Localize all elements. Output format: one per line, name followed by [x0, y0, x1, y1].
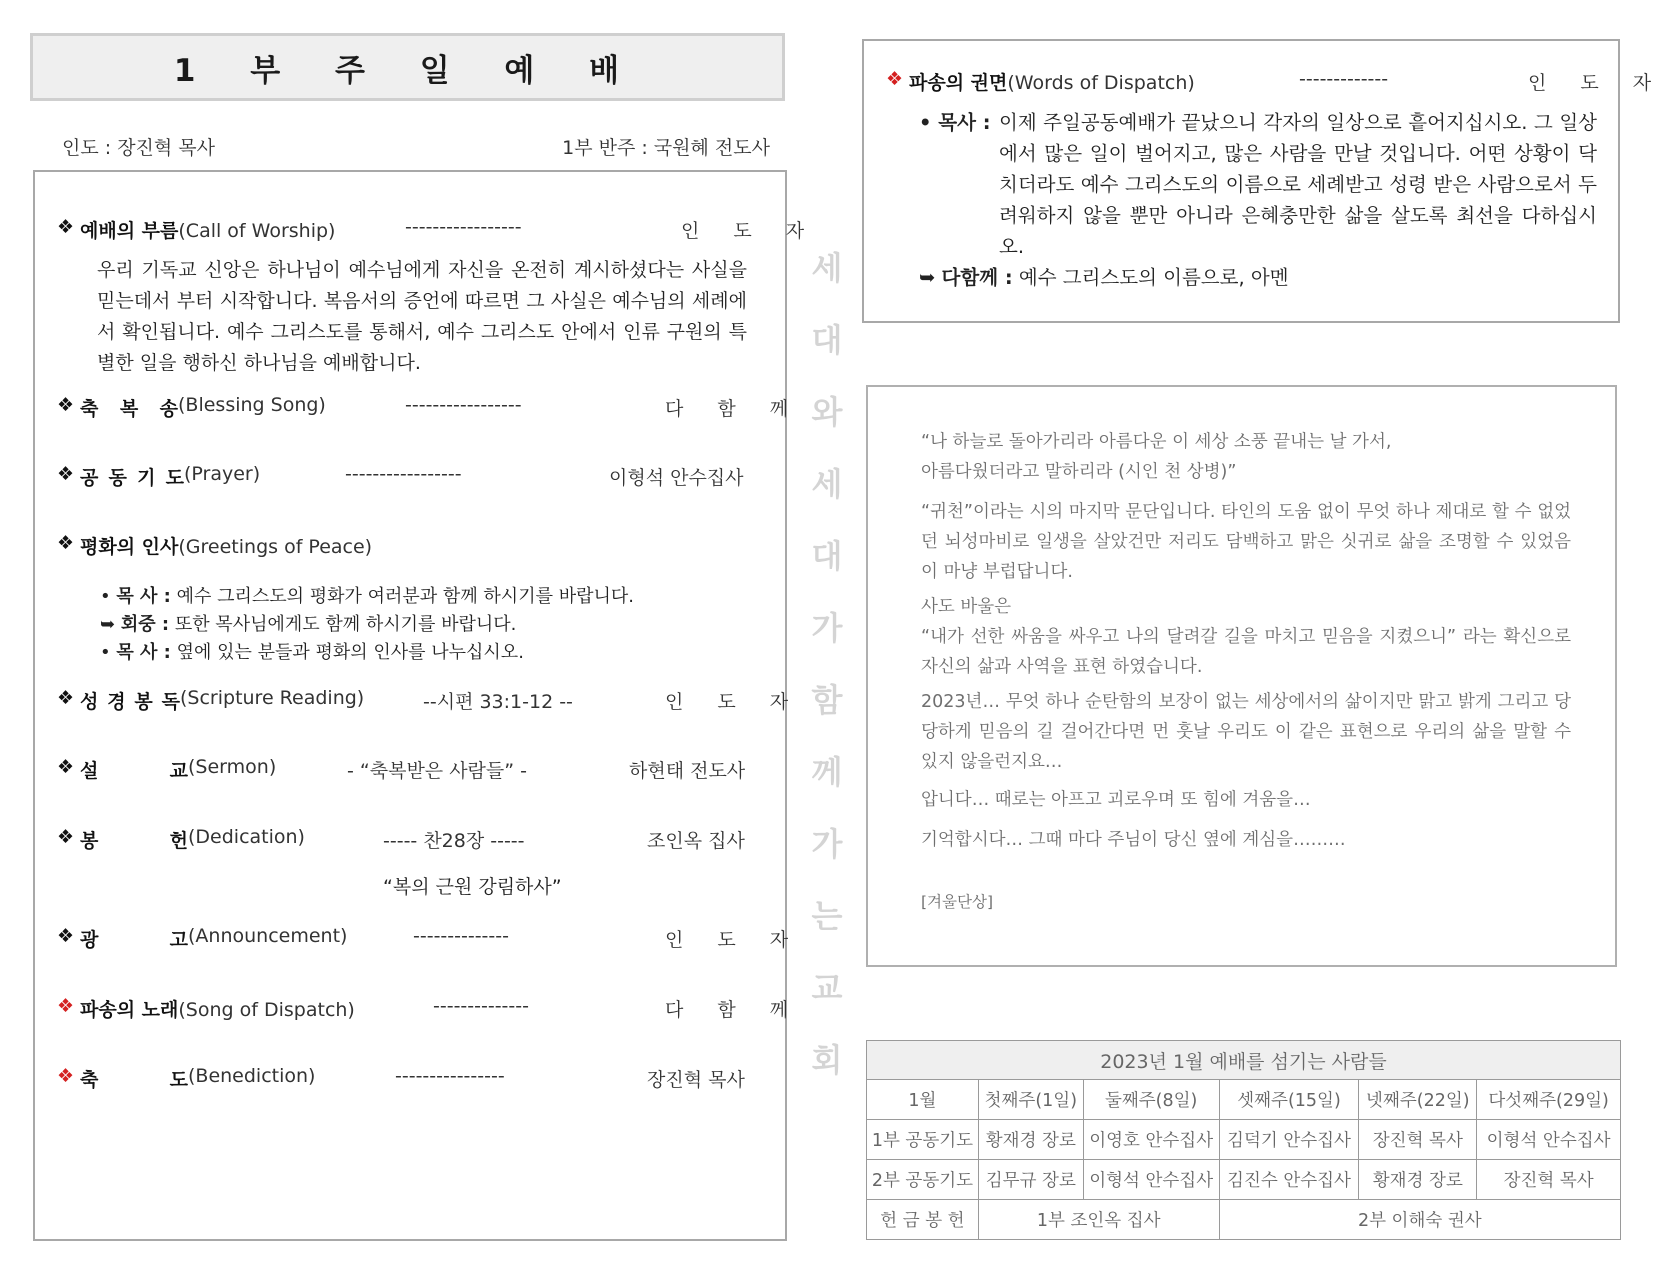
quote-line: 아름다웠더라고 말하리라 (시인 천 상병)”	[921, 462, 1237, 482]
table-cell: 장진혁 목사	[1359, 1120, 1477, 1160]
table-row	[867, 1080, 1621, 1120]
table-row	[867, 1120, 1621, 1160]
call-to-worship-name: 예배의 부름	[80, 220, 179, 242]
diamond-icon: ❖	[57, 463, 75, 485]
pastor-dispatch-text: 이제 주일공동예배가 끝났으니 각자의 일상으로 흩어지십시오. 그 일상에서 많은 일이 벌어지고, 많은 사람을 만날 것입니다. 어떤 상황이 닥치더라도 예수 그리스도의 이름으로 세례받고 성령 받은 사람으로서 두려워하지 않을 뿐만 아니라 은혜충만한 삶을 살도록 최선을 다하십시오.	[999, 111, 1597, 258]
table-row	[867, 1160, 1621, 1200]
benediction-person: 장진혁 목사	[647, 1069, 745, 1091]
reflection-box	[866, 385, 1617, 967]
motto-char: 세	[811, 465, 843, 503]
dedication-hymn-number: ----- 찬28장 -----	[383, 830, 525, 852]
reflection-paragraph: “귀천”이라는 시의 마지막 문단입니다. 타인의 도움 없이 무엇 하나 제대로 할 수 없었던 뇌성마비로 일생을 살았건만 저리도 담백하고 맑은 싯귀로 삶을 조명할 수 있었음이 마냥 부럽답니다.	[921, 502, 1571, 582]
announcement-en: (Announcement)	[188, 925, 348, 947]
diamond-icon: ❖	[57, 925, 75, 947]
scripture-reading-passage: --시편 33:1-12 --	[423, 691, 573, 713]
call-to-worship-person: 인 도 자	[681, 220, 819, 242]
song-of-dispatch-person: 다 함 께	[665, 999, 803, 1021]
announcement: ❖ 광 고 (Announcement) -------------- 인 도 자	[57, 925, 803, 951]
table-cell: 2부 이해숙 권사	[1219, 1200, 1620, 1240]
bullet-icon: •	[100, 642, 111, 663]
quote-line: “나 하늘로 돌아가리라 아름다운 이 세상 소풍 끝내는 날 가서,	[921, 432, 1392, 452]
scripture-reading: ❖ 성 경 봉 독 (Scripture Reading) --시편 33:1-12 -- 인 도 자	[57, 687, 803, 713]
bulletin-title: 1 부 주 일 예 배	[173, 52, 642, 89]
table-cell: 황재경 장로	[1359, 1160, 1477, 1200]
reflection-paragraph: “내가 선한 싸움을 싸우고 나의 달려갈 길을 마치고 믿음을 지켰으니” 라는 확신으로 자신의 삶과 사역을 표현 하였습니다.	[921, 627, 1571, 677]
reflection-paragraph: 기억합시다… 그때 마다 주님이 당신 옆에 계심을………	[921, 830, 1346, 850]
scripture-reading-en: (Scripture Reading)	[180, 687, 365, 709]
benediction-en: (Benediction)	[188, 1065, 316, 1087]
prayer-en: (Prayer)	[184, 463, 261, 485]
table-cell: 이형석 안수집사	[1083, 1160, 1219, 1200]
words-of-dispatch-en: (Words of Dispatch)	[1007, 72, 1195, 94]
song-of-dispatch	[57, 995, 803, 1023]
diamond-icon: ❖	[57, 394, 75, 416]
pianist: 1부 반주 : 국원혜 전도사	[562, 137, 770, 159]
peace-line: • 목 사 : 옆에 있는 분들과 평화의 인사를 나누십시오.	[100, 642, 524, 663]
motto-char: 와	[811, 393, 843, 431]
arrow-icon: ➥	[919, 266, 936, 289]
table-cell: 이형석 안수집사	[1477, 1120, 1621, 1160]
blessing-song-dashes: -----------------	[405, 394, 522, 416]
blessing-song-char: 송	[159, 398, 178, 420]
dedication: ❖ 봉 헌 (Dedication) ----- 찬28장 ----- 조인옥 집사	[57, 826, 745, 852]
table-cell: 황재경 장로	[978, 1120, 1083, 1160]
motto-char: 교	[811, 969, 843, 1007]
table-cell: 셋째주(15일)	[1219, 1080, 1359, 1120]
prayer: ❖ 공 동 기 도 (Prayer) ----------------- 이형석 안수집사	[57, 463, 744, 489]
table-cell: 1부 공동기도	[867, 1120, 979, 1160]
table-cell: 다섯째주(29일)	[1477, 1080, 1621, 1120]
song-of-dispatch-name: 파송의 노래	[80, 999, 179, 1021]
table-cell: 1부 조인옥 집사	[978, 1200, 1219, 1240]
words-of-dispatch-heading	[886, 68, 1665, 96]
table-cell: 헌 금 봉 헌	[867, 1200, 979, 1240]
table-cell: 김덕기 안수집사	[1219, 1120, 1359, 1160]
call-to-worship	[57, 216, 819, 244]
reflection-paragraph: 2023년… 무엇 하나 순탄함의 보장이 없는 세상에서의 삶이지만 맑고 밝게 그리고 당당하게 믿음의 길 걸어간다면 먼 훗날 우리도 이 같은 표현으로 우리의 삶을 말할 수 있지 않을런지요…	[921, 692, 1571, 772]
diamond-icon: ❖	[57, 687, 75, 709]
table-cell: 김무규 장로	[978, 1160, 1083, 1200]
words-of-dispatch-box	[862, 39, 1665, 323]
congregation-response: ➥ 다함께 : 예수 그리스도의 이름으로, 아멘	[919, 266, 1289, 289]
diamond-icon: ❖	[57, 826, 75, 848]
sermon: ❖ 설 교 (Sermon) - “축복받은 사람들” - 하현태 전도사	[57, 756, 746, 782]
words-of-dispatch-dashes: -------------	[1299, 68, 1389, 90]
motto-char: 대	[811, 321, 843, 359]
song-of-dispatch-dashes: --------------	[433, 995, 529, 1017]
table-cell: 넷째주(22일)	[1359, 1080, 1477, 1120]
greetings-of-peace	[57, 532, 767, 560]
announcement-dashes: --------------	[413, 925, 509, 947]
dedication-hymn-title: “복의 근원 강림하사”	[383, 876, 562, 898]
bulletin-title-box	[30, 33, 785, 101]
blessing-song-char: 복	[119, 398, 139, 420]
servers-table-title: 2023년 1월 예배를 섬기는 사람들	[867, 1041, 1621, 1080]
reflection-signature: [겨울단상]	[921, 893, 993, 911]
motto-char: 는	[811, 897, 843, 935]
diamond-icon: ❖	[57, 995, 75, 1017]
table-cell: 장진혁 목사	[1477, 1160, 1621, 1200]
table-cell: 둘째주(8일)	[1083, 1080, 1219, 1120]
motto-char: 대	[811, 537, 843, 575]
prayer-dashes: -----------------	[345, 463, 462, 485]
words-of-dispatch-person: 인 도 자	[1528, 72, 1665, 94]
diamond-icon: ❖	[57, 216, 75, 238]
song-of-dispatch-en: (Song of Dispatch)	[178, 999, 355, 1021]
table-cell: 첫째주(1일)	[978, 1080, 1083, 1120]
bullet-icon: •	[919, 111, 932, 134]
announcement-person: 인 도 자	[665, 929, 803, 951]
motto-char: 께	[811, 753, 843, 791]
sermon-title: - “축복받은 사람들” -	[347, 760, 527, 782]
benediction: ❖ 축 도 (Benediction) ---------------- 장진혁 목사	[57, 1065, 745, 1091]
table-cell: 2부 공동기도	[867, 1160, 979, 1200]
table-row	[867, 1041, 1621, 1080]
greetings-of-peace-name: 평화의 인사	[80, 536, 179, 558]
table-cell: 이영호 안수집사	[1083, 1120, 1219, 1160]
motto-char: 회	[811, 1041, 843, 1079]
sermon-person: 하현태 전도사	[629, 760, 746, 782]
arrow-icon: ➥	[100, 614, 116, 635]
worship-servers-table	[866, 1040, 1621, 1240]
call-to-worship-dashes: -----------------	[405, 216, 522, 238]
prayer-person: 이형석 안수집사	[609, 467, 744, 489]
words-of-dispatch-name: 파송의 권면	[909, 72, 1008, 94]
blessing-song-person: 다 함 께	[665, 398, 803, 420]
benediction-dashes: ----------------	[395, 1065, 505, 1087]
motto-char: 세	[811, 249, 843, 287]
reflection-paragraph: 사도 바울은	[921, 597, 1012, 617]
diamond-icon: ❖	[57, 1065, 75, 1087]
worship-order-box	[33, 170, 819, 1241]
peace-line: • 목 사 : 예수 그리스도의 평화가 여러분과 함께 하시기를 바랍니다.	[100, 586, 634, 607]
sermon-en: (Sermon)	[188, 756, 277, 778]
worship-leader: 인도 : 장진혁 목사	[62, 137, 215, 159]
table-cell: 1월	[867, 1080, 979, 1120]
scripture-reading-person: 인 도 자	[665, 691, 803, 713]
peace-line: ➥ 회중 : 또한 목사님에게도 함께 하시기를 바랍니다.	[100, 614, 517, 635]
diamond-icon: ❖	[57, 756, 75, 778]
bullet-icon: •	[100, 586, 111, 607]
call-to-worship-en: (Call of Worship)	[178, 220, 336, 242]
motto-char: 함	[811, 681, 843, 719]
dedication-en: (Dedication)	[188, 826, 305, 848]
diamond-icon: ❖	[886, 68, 904, 90]
reflection-paragraph: 압니다… 때로는 아프고 괴로우며 또 힘에 겨움을…	[921, 790, 1311, 810]
call-to-worship-text: 우리 기독교 신앙은 하나님이 예수님에게 자신을 온전히 계시하셨다는 사실을 믿는데서 부터 시작합니다. 복음서의 증언에 따르면 그 사실은 예수님의 세례에서 확인됩니다. 예수 그리스도를 통해서, 예수 그리스도 안에서 인류 구원의 특별한 일을 행하신 하나님을 예배합니다.	[97, 259, 747, 374]
table-row	[867, 1200, 1621, 1240]
blessing-song	[57, 394, 803, 422]
motto-char: 가	[811, 825, 843, 863]
table-cell: 김진수 안수집사	[1219, 1160, 1359, 1200]
greetings-of-peace-en: (Greetings of Peace)	[178, 536, 373, 558]
dedication-person: 조인옥 집사	[647, 830, 745, 852]
blessing-song-char: 축	[80, 398, 99, 420]
diamond-icon: ❖	[57, 532, 75, 554]
blessing-song-en: (Blessing Song)	[178, 394, 326, 416]
motto-char: 가	[811, 609, 843, 647]
pastor-label: • 목사 :	[919, 111, 991, 134]
